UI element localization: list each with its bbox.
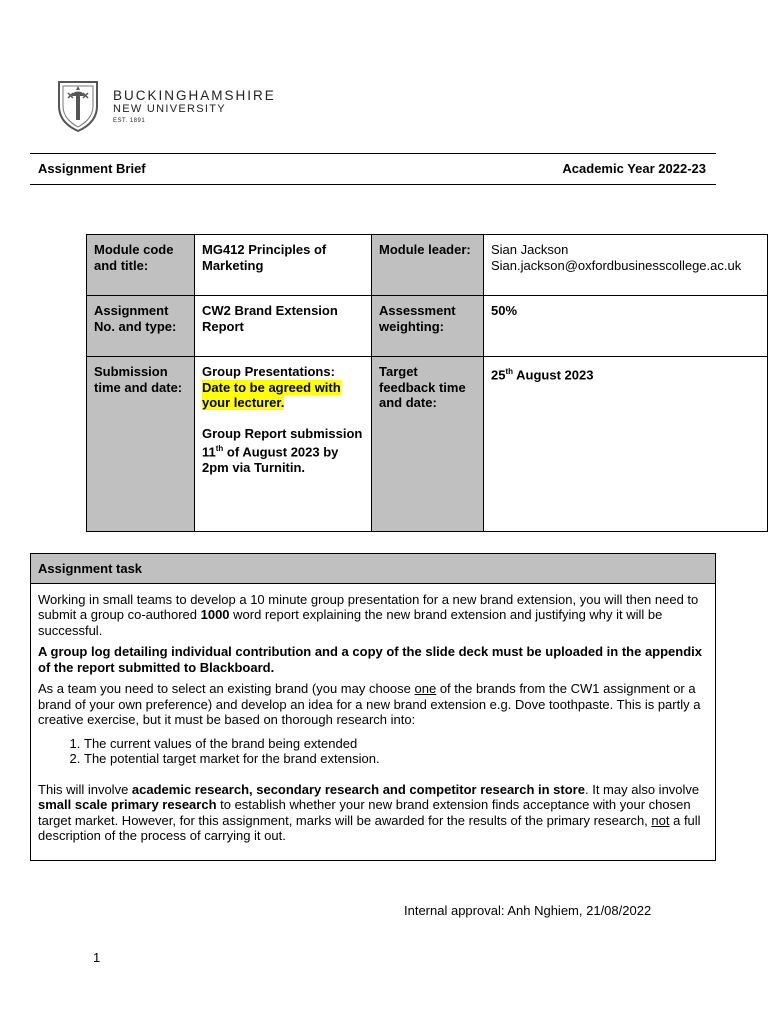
list-item: 2. The potential target market for the brand extension. bbox=[84, 751, 708, 767]
research-list bbox=[38, 736, 708, 767]
submission-label: Submission time and date: bbox=[87, 357, 195, 532]
submission-value bbox=[195, 357, 372, 532]
module-info-table bbox=[86, 234, 768, 532]
page-number: 1 bbox=[93, 950, 101, 965]
university-logo bbox=[57, 80, 277, 132]
task-paragraph-4: This will involve academic research, secondary research and competitor research in store. It may also involve small scale primary research to establish whether your new brand extension finds acceptance with your chosen target market. However, for this assignment, marks will be awarded for the results of the primary research, not a full description of the process of carrying it out. bbox=[38, 781, 701, 843]
brief-header bbox=[30, 153, 716, 185]
university-crest-icon bbox=[57, 80, 99, 132]
list-item: 1. The current values of the brand being extended bbox=[84, 736, 708, 752]
logo-name-line1: BUCKINGHAMSHIRE bbox=[113, 88, 276, 103]
module-code-value: MG412 Principles of Marketing bbox=[195, 235, 372, 296]
logo-text bbox=[113, 88, 276, 127]
module-leader-value bbox=[484, 235, 768, 296]
assignment-task-heading: Assignment task bbox=[31, 554, 715, 584]
logo-established: EST. 1891 bbox=[113, 118, 146, 124]
assessment-weighting-label: Assessment weighting: bbox=[372, 296, 484, 357]
module-leader-email: Sian.jackson@oxfordbusinesscollege.ac.uk bbox=[491, 257, 742, 273]
table-row bbox=[87, 235, 768, 296]
task-paragraph-2: A group log detailing individual contribution and a copy of the slide deck must be uploaded in the appendix of the report submitted to Blackboard. bbox=[38, 644, 703, 675]
assignment-type-value: CW2 Brand Extension Report bbox=[195, 296, 372, 357]
module-leader-label: Module leader: bbox=[372, 235, 484, 296]
assignment-task-box bbox=[30, 553, 716, 861]
academic-year: Academic Year 2022-23 bbox=[562, 161, 706, 176]
table-row bbox=[87, 357, 768, 532]
submission-highlight: Date to be agreed with your lecturer. bbox=[202, 379, 341, 410]
submission-report: Group Report submission 11th of August 2023 by 2pm via Turnitin. bbox=[202, 425, 363, 475]
assignment-task-body bbox=[31, 584, 715, 860]
table-row bbox=[87, 296, 768, 357]
feedback-label: Target feedback time and date: bbox=[372, 357, 484, 532]
submission-presentations: Group Presentations: bbox=[202, 364, 335, 379]
assignment-type-label: Assignment No. and type: bbox=[87, 296, 195, 357]
assessment-weighting-value: 50% bbox=[484, 296, 768, 357]
logo-name-line2: NEW UNIVERSITY bbox=[113, 103, 226, 115]
module-code-label: Module code and title: bbox=[87, 235, 195, 296]
feedback-value: 25th August 2023 bbox=[484, 357, 768, 532]
task-paragraph-3: As a team you need to select an existing brand (you may choose one of the brands from the CW1 assignment or a brand of your own preference) and develop an idea for a new brand extension e.g. Dove toothpaste. This is partly a creative exercise, but it must be based on thorough research into: bbox=[38, 681, 701, 727]
task-paragraph-1: Working in small teams to develop a 10 minute group presentation for a new brand extension, you will then need to submit a group co-authored 1000 word report explaining the new brand extension and justifying why it will be successful. bbox=[38, 591, 699, 638]
module-leader-name: Sian Jackson bbox=[491, 242, 569, 257]
internal-approval: Internal approval: Anh Nghiem, 21/08/2022 bbox=[404, 903, 652, 918]
assignment-brief-title: Assignment Brief bbox=[38, 161, 146, 176]
